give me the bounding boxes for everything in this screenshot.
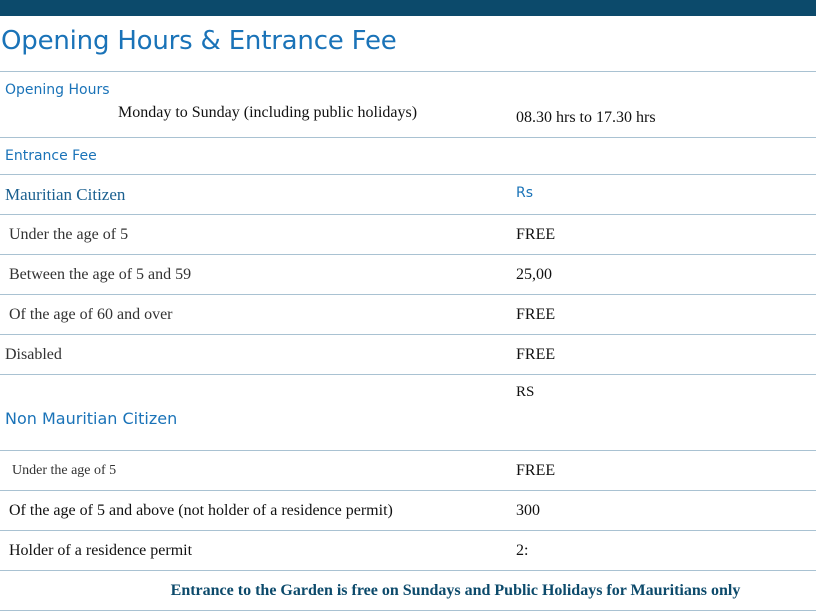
table-row [0, 295, 816, 335]
fee-value: FREE [508, 335, 816, 375]
fees-table [0, 71, 816, 611]
fee-label: Of the age of 5 and above (not holder of a residence permit) [0, 491, 508, 531]
fee-value: FREE [508, 451, 816, 491]
table-row [0, 215, 816, 255]
fee-label: Under the age of 5 [0, 451, 508, 491]
opening-days: Monday to Sunday (including public holidays) [118, 104, 418, 121]
mauritian-heading: Mauritian Citizen [5, 184, 126, 204]
table-row [0, 491, 816, 531]
opening-hours-heading: Opening Hours [5, 82, 110, 98]
opening-hours-row [0, 72, 816, 138]
table-row [0, 255, 816, 295]
non-mauritian-heading-row [0, 375, 816, 451]
table-row [0, 531, 816, 571]
table-row [0, 335, 816, 375]
fee-label: Holder of a residence permit [0, 531, 508, 571]
fee-value: 300 [508, 491, 816, 531]
fee-value: FREE [508, 215, 816, 255]
fee-label: Under the age of 5 [0, 215, 508, 255]
footer-note: Entrance to the Garden is free on Sundays and Public Holidays for Mauritians only [0, 571, 816, 611]
fee-label: Disabled [0, 335, 508, 375]
mauritian-heading-row [0, 175, 816, 215]
non-mauritian-heading: Non Mauritian Citizen [5, 409, 178, 428]
footer-row [0, 571, 816, 611]
mauritian-currency: Rs [516, 185, 534, 201]
page-title: Opening Hours & Entrance Fee [1, 26, 397, 56]
fee-label: Between the age of 5 and 59 [0, 255, 508, 295]
fee-value: 25,00 [508, 255, 816, 295]
top-bar [0, 0, 816, 16]
fee-label: Of the age of 60 and over [0, 295, 508, 335]
table-row [0, 451, 816, 491]
non-mauritian-currency: RS [516, 384, 535, 400]
entrance-fee-heading: Entrance Fee [5, 148, 97, 164]
opening-hours-value: 08.30 hrs to 17.30 hrs [516, 109, 656, 126]
fee-value: 2: [508, 531, 816, 571]
entrance-fee-row [0, 138, 816, 175]
fee-value: FREE [508, 295, 816, 335]
